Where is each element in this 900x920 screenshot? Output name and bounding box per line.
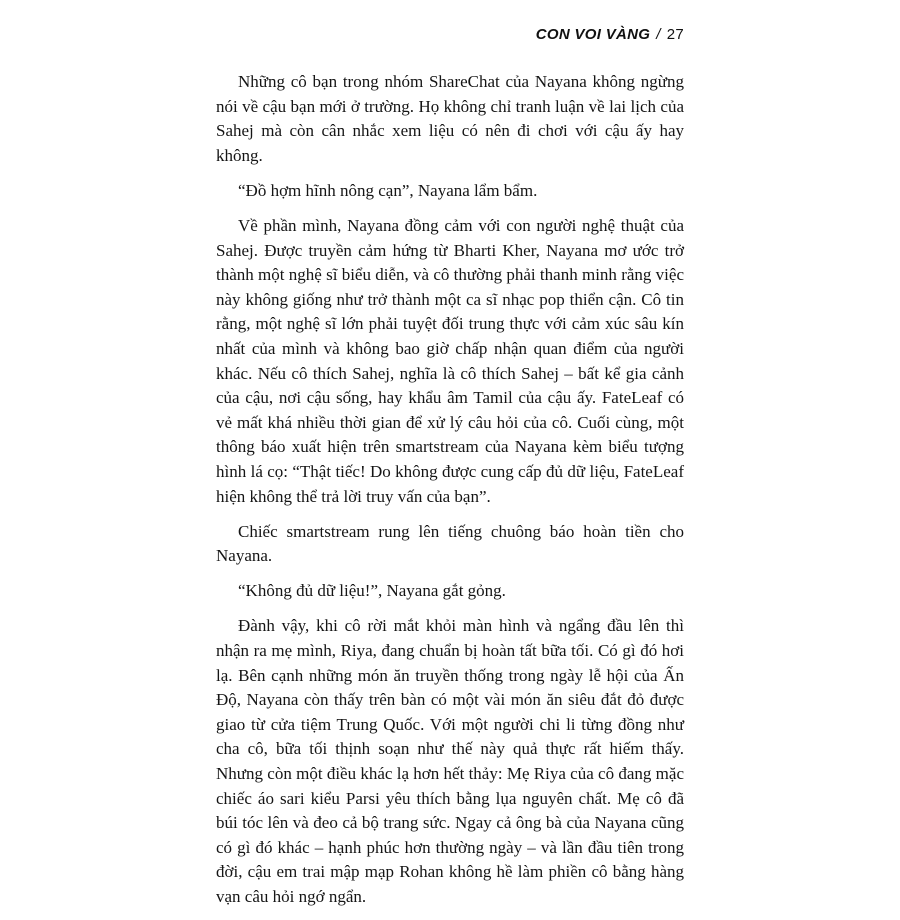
paragraph: Về phần mình, Nayana đồng cảm với con người nghệ thuật của Sahej. Được truyền cảm hứng từ Bharti Kher, Nayana mơ ước trở thành một nghệ sĩ biểu diễn, và cô thường phải thanh minh rằng việc này không giống như trở thành một ca sĩ nhạc pop thiển cận. Cô tin rằng, một nghệ sĩ lớn phải tuyệt đối trung thực với cảm xúc sâu kín nhất của mình và không bao giờ chấp nhận quan điểm của người khác. Nếu cô thích Sahej, nghĩa là cô thích Sahej – bất kể gia cảnh của cậu, nơi cậu sống, hay khẩu âm Tamil của cậu ấy. FateLeaf có vẻ mất khá nhiều thời gian để xử lý câu hỏi của cô. Cuối cùng, một thông báo xuất hiện trên smartstream của Nayana kèm biểu tượng hình lá cọ: “Thật tiếc! Do không được cung cấp đủ dữ liệu, FateLeaf hiện không thể trả lời truy vấn của bạn”. <box>216 215 684 506</box>
page-number: 27 <box>666 26 684 43</box>
paragraph: “Đồ hợm hĩnh nông cạn”, Nayana lẩm bẩm. <box>238 180 538 200</box>
book-title: CON VOI VÀNG <box>535 26 651 43</box>
paragraph: Chiếc smartstream rung lên tiếng chuông báo hoàn tiền cho Nayana. <box>216 521 684 566</box>
running-header <box>536 26 684 43</box>
body-text <box>216 70 684 920</box>
paragraph: Những cô bạn trong nhóm ShareChat của Nayana không ngừng nói về cậu bạn mới ở trường. Họ không chỉ tranh luận về lai lịch của Sahej mà còn cân nhắc xem liệu có nên đi chơi với cậu ấy hay không. <box>216 72 684 165</box>
paragraph: “Không đủ dữ liệu!”, Nayana gắt gỏng. <box>238 581 506 601</box>
header-separator: / <box>656 26 661 43</box>
paragraph: Đành vậy, khi cô rời mắt khỏi màn hình và ngẩng đầu lên thì nhận ra mẹ mình, Riya, đang chuẩn bị hoàn tất bữa tối. Có gì đó hơi lạ. Bên cạnh những món ăn truyền thống trong ngày lễ hội của Ấn Độ, Nayana còn thấy trên bàn có một vài món ăn siêu đắt đỏ được giao từ cửa tiệm Trung Quốc. Với một người chi li từng đồng như cha cô, bữa tối thịnh soạn như thế này quả thực rất hiếm thấy. Nhưng còn một điều khác lạ hơn hết thảy: Mẹ Riya của cô đang mặc chiếc áo sari kiểu Parsi yêu thích bằng lụa nguyên chất. Mẹ cô đã búi tóc lên và đeo cả bộ trang sức. Ngay cả ông bà của Nayana cũng có gì đó khác – hạnh phúc hơn thường ngày – và lần đầu tiên trong đời, cậu em trai mập mạp Rohan không hề làm phiền cô bằng hàng vạn câu hỏi ngớ ngẩn. <box>216 616 684 906</box>
